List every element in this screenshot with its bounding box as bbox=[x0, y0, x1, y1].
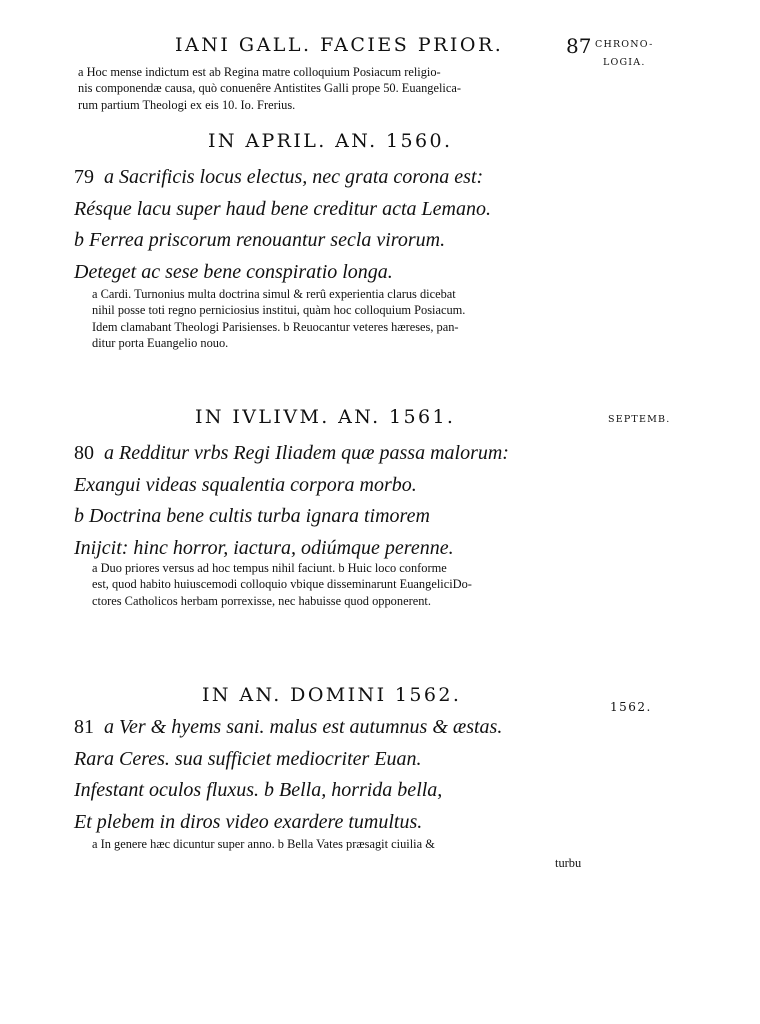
verse-text: a Sacrificis locus electus, nec grata corona est: bbox=[104, 166, 484, 188]
note-line: nis componendæ causa, quò conuenêre Antistites Galli prope 50. Euangelica- bbox=[78, 81, 461, 96]
commentary-note bbox=[92, 560, 472, 609]
note-line: ctores Catholicos herbam porrexisse, nec habuisse quod opponerent. bbox=[92, 593, 431, 608]
running-head: IANI GALL. FACIES PRIOR. bbox=[175, 34, 504, 56]
section-heading: IN IVLIVM. AN. 1561. bbox=[195, 406, 456, 428]
note-line: a In genere hæc dicuntur super anno. b Bella Vates præsagit ciuilia & bbox=[92, 837, 435, 851]
note-line: a Cardi. Turnonius multa doctrina simul & rerû experientia clarus dicebat bbox=[92, 287, 456, 301]
page-number: 87 bbox=[566, 34, 592, 58]
section-heading: IN AN. DOMINI 1562. bbox=[202, 684, 462, 706]
verse-line: Inijcit: hinc horror, iactura, odiúmque perenne. bbox=[74, 536, 454, 559]
verse-number: 81 bbox=[74, 716, 94, 738]
verse-block bbox=[74, 162, 491, 288]
note-line: nihil posse toti regno perniciosius institui, quàm hoc colloquium Posiacum. bbox=[92, 303, 466, 318]
note-line: Idem clamabant Theologi Parisienses. b Reuocantur veteres hæreses, pan- bbox=[92, 319, 459, 334]
side-note-line: CHRONO- bbox=[595, 39, 654, 50]
margin-note: SEPTEMB. bbox=[608, 414, 671, 425]
verse-line: b Ferrea priscorum renouantur secla virorum. bbox=[74, 229, 446, 251]
verse-number: 80 bbox=[74, 442, 94, 464]
note-line: a Duo priores versus ad hoc tempus nihil faciunt. b Huic loco conforme bbox=[92, 561, 447, 575]
verse-block bbox=[74, 438, 509, 564]
verse-line bbox=[74, 712, 502, 744]
verse-number: 79 bbox=[74, 166, 94, 188]
note-line: a Hoc mense indictum est ab Regina matre colloquium Posiacum religio- bbox=[78, 65, 441, 79]
verse-line: Exangui videas squalentia corpora morbo. bbox=[74, 473, 417, 496]
side-note-chronologia bbox=[595, 36, 654, 72]
note-line: est, quod habito huiuscemodi colloquio vbique disseminarunt EuangeliciDo- bbox=[92, 577, 472, 592]
verse-text: a Ver & hyems sani. malus est autumnus & æstas. bbox=[104, 716, 503, 738]
verse-line bbox=[74, 438, 509, 470]
note-line: ditur porta Euangelio nouo. bbox=[92, 336, 229, 351]
verse-line: Infestant oculos fluxus. b Bella, horrida bella, bbox=[74, 779, 443, 801]
verse-line: Rara Ceres. sua sufficiet mediocriter Euan. bbox=[74, 747, 422, 770]
verse-block bbox=[74, 712, 502, 838]
side-note-line: LOGIA. bbox=[603, 57, 646, 68]
verse-line: Résque lacu super haud bene creditur acta Lemano. bbox=[74, 197, 491, 220]
verse-line: b Doctrina bene cultis turba ignara timorem bbox=[74, 505, 430, 527]
commentary-note bbox=[92, 836, 435, 852]
section-heading: IN APRIL. AN. 1560. bbox=[208, 130, 453, 152]
verse-line bbox=[74, 162, 491, 194]
commentary-note bbox=[92, 286, 465, 352]
verse-text: a Redditur vrbs Regi Iliadem quæ passa malorum: bbox=[104, 442, 509, 464]
note-line: rum partium Theologi ex eis 10. Io. Frerius. bbox=[78, 97, 296, 112]
intro-note bbox=[78, 64, 461, 113]
margin-note: 1562. bbox=[610, 700, 652, 714]
verse-line: Deteget ac sese bene conspiratio longa. bbox=[74, 260, 393, 283]
catchword: turbu bbox=[555, 856, 582, 870]
verse-line: Et plebem in diros video exardere tumultus. bbox=[74, 810, 423, 833]
